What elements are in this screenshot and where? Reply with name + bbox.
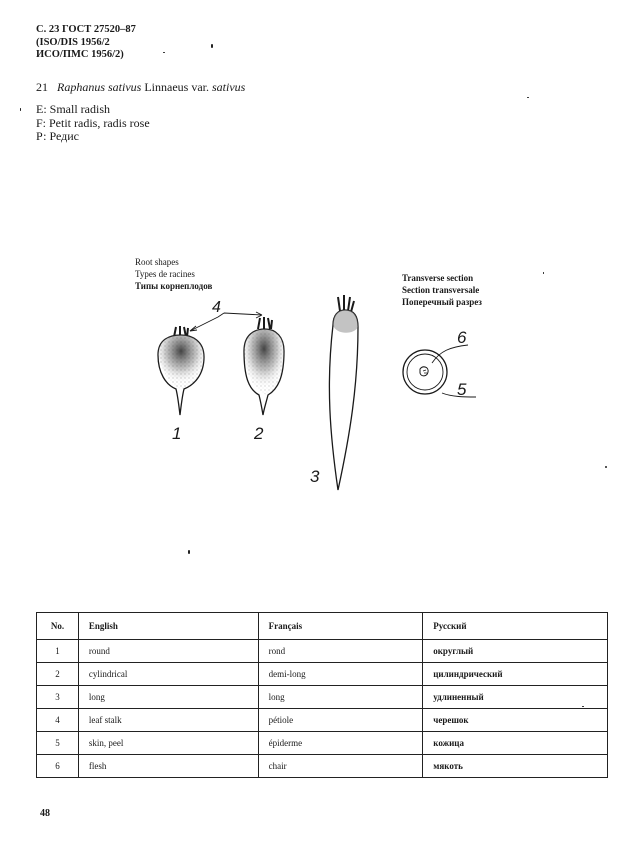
table-row xyxy=(37,709,608,732)
label-2: 2 xyxy=(254,424,264,443)
cell-no: 3 xyxy=(37,686,79,709)
table-row xyxy=(37,663,608,686)
table-row xyxy=(37,755,608,778)
standard-number: С. 23 ГОСТ 27520–87 xyxy=(36,24,136,35)
header-no: No. xyxy=(37,613,79,640)
cell-french: pétiole xyxy=(258,709,423,732)
cell-french: long xyxy=(258,686,423,709)
cell-no: 5 xyxy=(37,732,79,755)
cell-english: long xyxy=(78,686,258,709)
section-caption-ru: Поперечный разрез xyxy=(402,297,482,307)
name-french: F: Petit radis, radis rose xyxy=(36,115,150,130)
iso-reference-ru: ИСО/ПМС 1956/2) xyxy=(36,49,124,60)
cell-russian: удлиненный xyxy=(423,686,608,709)
cell-no: 1 xyxy=(37,640,79,663)
cell-english: round xyxy=(78,640,258,663)
scan-speck xyxy=(20,108,21,111)
table-row xyxy=(37,732,608,755)
species-number: 21 xyxy=(36,80,48,94)
scan-speck xyxy=(163,52,165,53)
species-author: Linnaeus var. xyxy=(144,80,209,94)
cell-no: 6 xyxy=(37,755,79,778)
header-english: English xyxy=(78,613,258,640)
cell-english: leaf stalk xyxy=(78,709,258,732)
scan-speck xyxy=(188,550,190,554)
name-russian: Р: Редис xyxy=(36,129,79,143)
page-number: 48 xyxy=(40,808,50,819)
scan-speck xyxy=(543,272,544,274)
table-header-row xyxy=(37,613,608,640)
species-variety: sativus xyxy=(212,80,246,94)
table-row xyxy=(37,686,608,709)
cell-russian: округлый xyxy=(423,640,608,663)
label-4: 4 xyxy=(212,299,221,316)
header-french: Français xyxy=(258,613,423,640)
cell-russian: цилиндрический xyxy=(423,663,608,686)
terminology-table xyxy=(36,612,608,778)
radish-round xyxy=(158,326,204,415)
cell-french: demi-long xyxy=(258,663,423,686)
cell-russian: мякоть xyxy=(423,755,608,778)
section-caption-fr: Section transversale xyxy=(402,285,480,295)
iso-reference: (ISO/DIS 1956/2 xyxy=(36,36,110,48)
cell-french: chair xyxy=(258,755,423,778)
radish-diagram xyxy=(120,285,520,500)
cell-french: rond xyxy=(258,640,423,663)
caption-en: Root shapes xyxy=(135,257,179,267)
cell-russian: черешок xyxy=(423,709,608,732)
cell-english: cylindrical xyxy=(78,663,258,686)
scan-speck xyxy=(211,44,213,48)
radish-long xyxy=(329,295,358,490)
document-header xyxy=(36,24,136,62)
scan-speck xyxy=(527,97,529,98)
cell-no: 2 xyxy=(37,663,79,686)
section-caption-en: Transverse section xyxy=(402,273,474,283)
table-row xyxy=(37,640,608,663)
radish-cylindrical xyxy=(244,317,284,415)
cell-no: 4 xyxy=(37,709,79,732)
species-latin-name: Raphanus sativus xyxy=(57,80,142,94)
header-russian: Русский xyxy=(423,613,608,640)
label-6: 6 xyxy=(457,328,467,347)
common-names xyxy=(36,103,150,144)
cell-english: skin, peel xyxy=(78,732,258,755)
cell-english: flesh xyxy=(78,755,258,778)
caption-ru: Типы корнеплодов xyxy=(135,281,213,291)
cell-russian: кожица xyxy=(423,732,608,755)
label-5: 5 xyxy=(457,380,467,399)
species-title xyxy=(36,80,245,95)
scan-speck xyxy=(605,466,607,468)
name-english: E: Small radish xyxy=(36,102,110,116)
label-3: 3 xyxy=(310,467,320,486)
label-1: 1 xyxy=(172,424,182,443)
cell-french: épiderme xyxy=(258,732,423,755)
caption-fr: Types de racines xyxy=(135,269,195,279)
